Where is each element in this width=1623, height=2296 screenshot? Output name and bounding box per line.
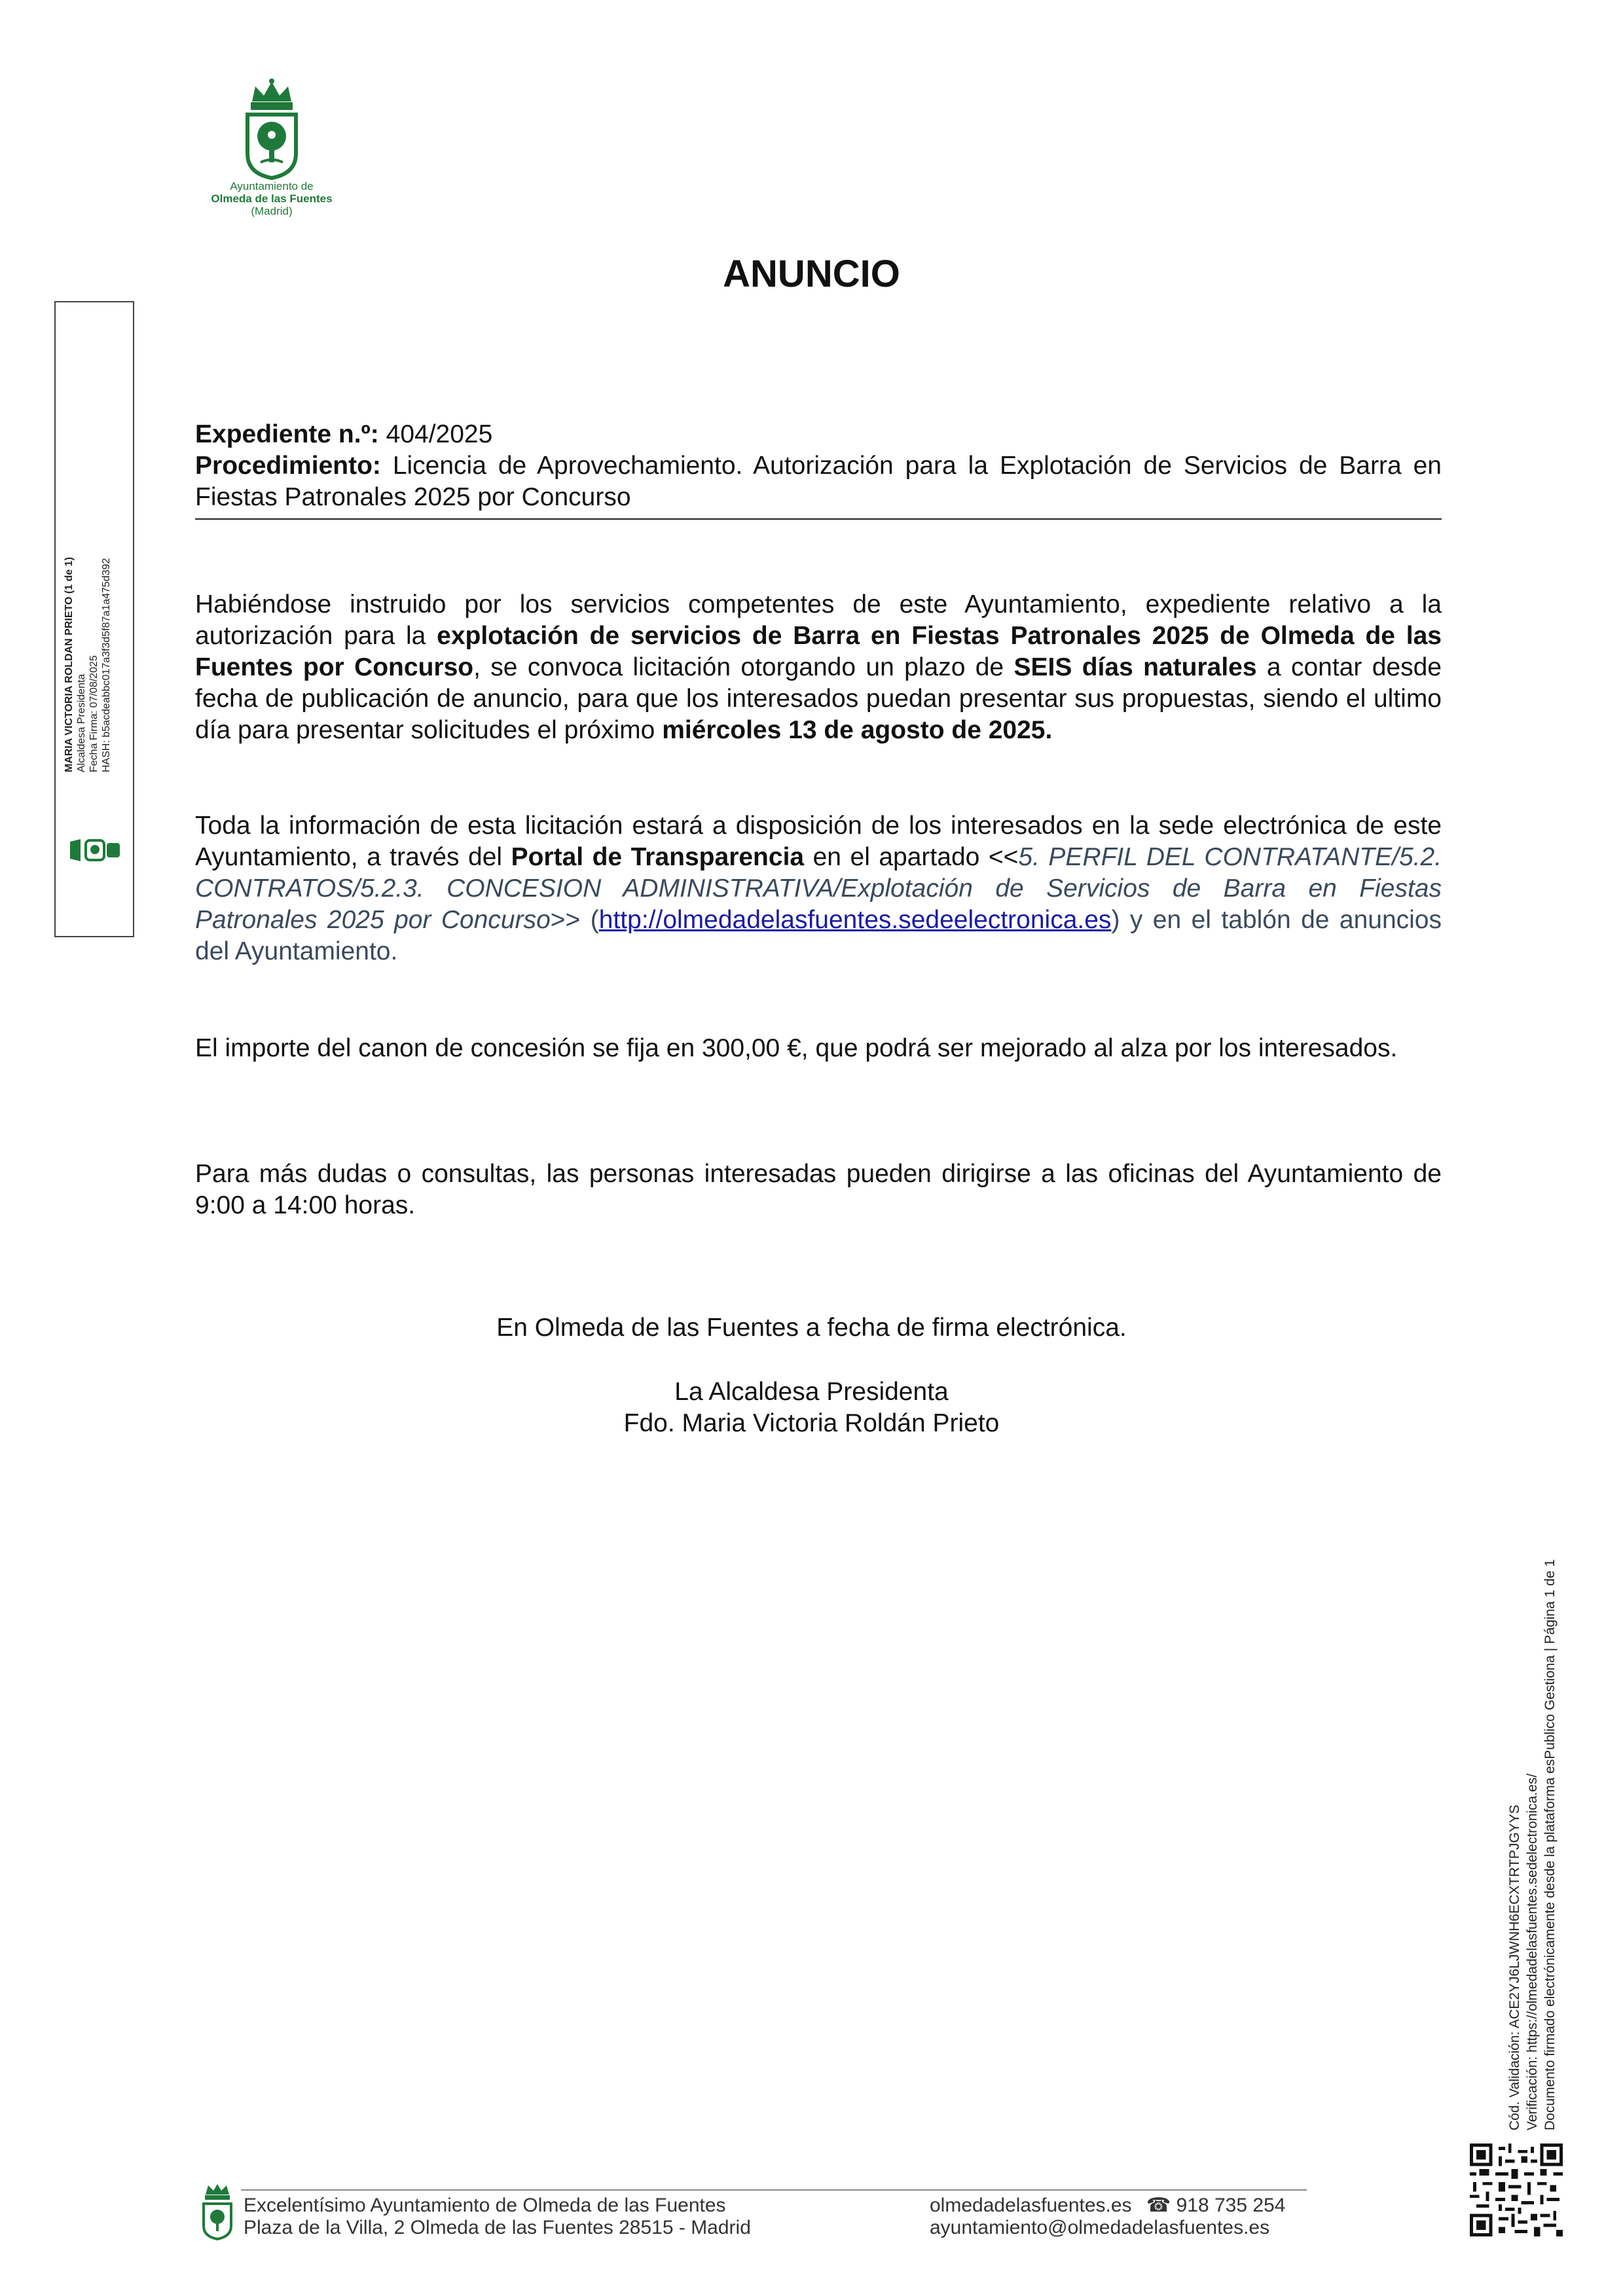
footer-phone: 918 735 254: [1176, 2195, 1286, 2216]
footer-contact-block: [930, 2195, 1285, 2239]
p2-text-4: ) y en el tablón de anuncios del Ayuntamiento.: [195, 906, 1442, 965]
document-title: ANUNCIO: [723, 253, 900, 295]
phone-icon: ☎: [1146, 2195, 1171, 2216]
municipal-logo: [196, 79, 347, 229]
p2-text-1: Toda la información de esta licitación estará a disposición de los interesados en la sede electrónica de este Ayuntamiento, a través del: [195, 812, 1442, 871]
paragraph-information: [195, 810, 1442, 967]
footer-email[interactable]: ayuntamiento@olmedadelasfuentes.es: [930, 2217, 1270, 2238]
paragraph-contact: Para más dudas o consultas, las personas interesadas pueden dirigirse a las oficinas del Ayuntamiento de 9:00 a 14:00 horas.: [195, 1160, 1442, 1219]
closing-signature-name: Fdo. Maria Victoria Roldán Prieto: [623, 1409, 1000, 1437]
p2-italic-path: 5. PERFIL DEL CONTRATANTE/5.2. CONTRATOS/5.2.3. CONCESION ADMINISTRATIVA/Explotación de Servicios de Barra en Fiestas Patronales 2025 por Concurso: [195, 843, 1442, 934]
paragraph-fee: El importe del canon de concesión se fija en 300,00 €, que podrá ser mejorado al alza por los interesados.: [195, 1034, 1398, 1062]
expediente-value: 404/2025: [386, 420, 493, 448]
p1-text-1: Habiéndose instruido por los servicios competentes de este Ayuntamiento, expediente relativo a la autorización para la: [195, 590, 1442, 650]
footer-address-block: [244, 2195, 751, 2239]
expediente-line: [195, 419, 1442, 450]
p2-text-3: >> (: [550, 906, 599, 934]
p1-bold-3: miércoles 13 de agosto de 2025.: [662, 716, 1053, 744]
footer-web-phone-line: [930, 2195, 1285, 2217]
procedimiento-label: Procedimiento:: [195, 452, 381, 480]
logo-text-line2: Olmeda de las Fuentes: [211, 192, 333, 205]
procedimiento-value: Licencia de Aprovechamiento. Autorización para la Explotación de Servicios de Barra en Fiestas Patronales 2025 por Concurso: [195, 452, 1442, 511]
signature-hash: HASH: b5acdeabbc017a3f3d5f87a1a475d392: [101, 558, 112, 772]
signature-date: Fecha Firma: 07/08/2025: [88, 655, 100, 772]
sede-electronica-link[interactable]: http://olmedadelasfuentes.sedeelectronica.es: [598, 906, 1112, 934]
validation-text: [1506, 1437, 1559, 2130]
closing-role: La Alcaldesa Presidenta: [674, 1378, 949, 1406]
footer-organization: Excelentísimo Ayuntamiento de Olmeda de las Fuentes: [244, 2195, 726, 2216]
closing-place-date: En Olmeda de las Fuentes a fecha de firma electrónica.: [496, 1314, 1127, 1342]
signature-stamp-text: [63, 484, 113, 772]
footer-website[interactable]: olmedadelasfuentes.es: [930, 2195, 1132, 2216]
header-divider: [195, 518, 1442, 520]
validation-url: Verificación: https://olmedadelasfuentes.sedelectronica.es/: [1525, 1773, 1540, 2130]
p1-bold-2: SEIS días naturales: [1013, 653, 1257, 681]
expediente-label: Expediente n.º:: [195, 420, 379, 448]
footer-address: Plaza de la Villa, 2 Olmeda de las Fuentes 28515 - Madrid: [244, 2217, 751, 2238]
validation-code: Cód. Validación: ACE2YJ6LJWNH6ECXTRTPJGYYS: [1507, 1804, 1522, 2130]
logo-text-line1: Ayuntamiento de: [230, 180, 314, 192]
procedimiento-line: [195, 450, 1442, 513]
footer-coat-of-arms-icon: [200, 2183, 234, 2244]
validation-platform: Documento firmado electrónicamente desde la plataforma esPublico Gestiona | Página 1 de 1: [1542, 1559, 1558, 2130]
paragraph-intro: [195, 589, 1442, 746]
signer-role: Alcaldesa Presidenta: [76, 673, 87, 772]
coat-of-arms-icon: [242, 79, 301, 180]
p1-text-3: a contar desde fecha de publicación de anuncio, para que los interesados puedan presentar sus propuestas, siendo el ultimo día para presentar solicitudes el próximo: [195, 653, 1442, 744]
footer-divider: [241, 2189, 1307, 2191]
p2-text-2: en el apartado <<: [804, 843, 1019, 871]
p1-text-2: , se convoca licitación otorgando un plazo de: [473, 653, 1014, 681]
stamp-emblem-icon: [67, 836, 122, 867]
signer-name: MARIA VICTORIA ROLDAN PRIETO (1 de 1): [64, 557, 75, 772]
logo-text-line3: (Madrid): [251, 205, 293, 217]
file-reference-block: [195, 419, 1442, 513]
qr-code-icon: [1470, 2144, 1563, 2240]
p2-bold-1: Portal de Transparencia: [511, 843, 805, 871]
p1-bold-1: explotación de servicios de Barra en Fiestas Patronales 2025 de Olmeda de las Fuentes por Concurso: [195, 622, 1442, 681]
